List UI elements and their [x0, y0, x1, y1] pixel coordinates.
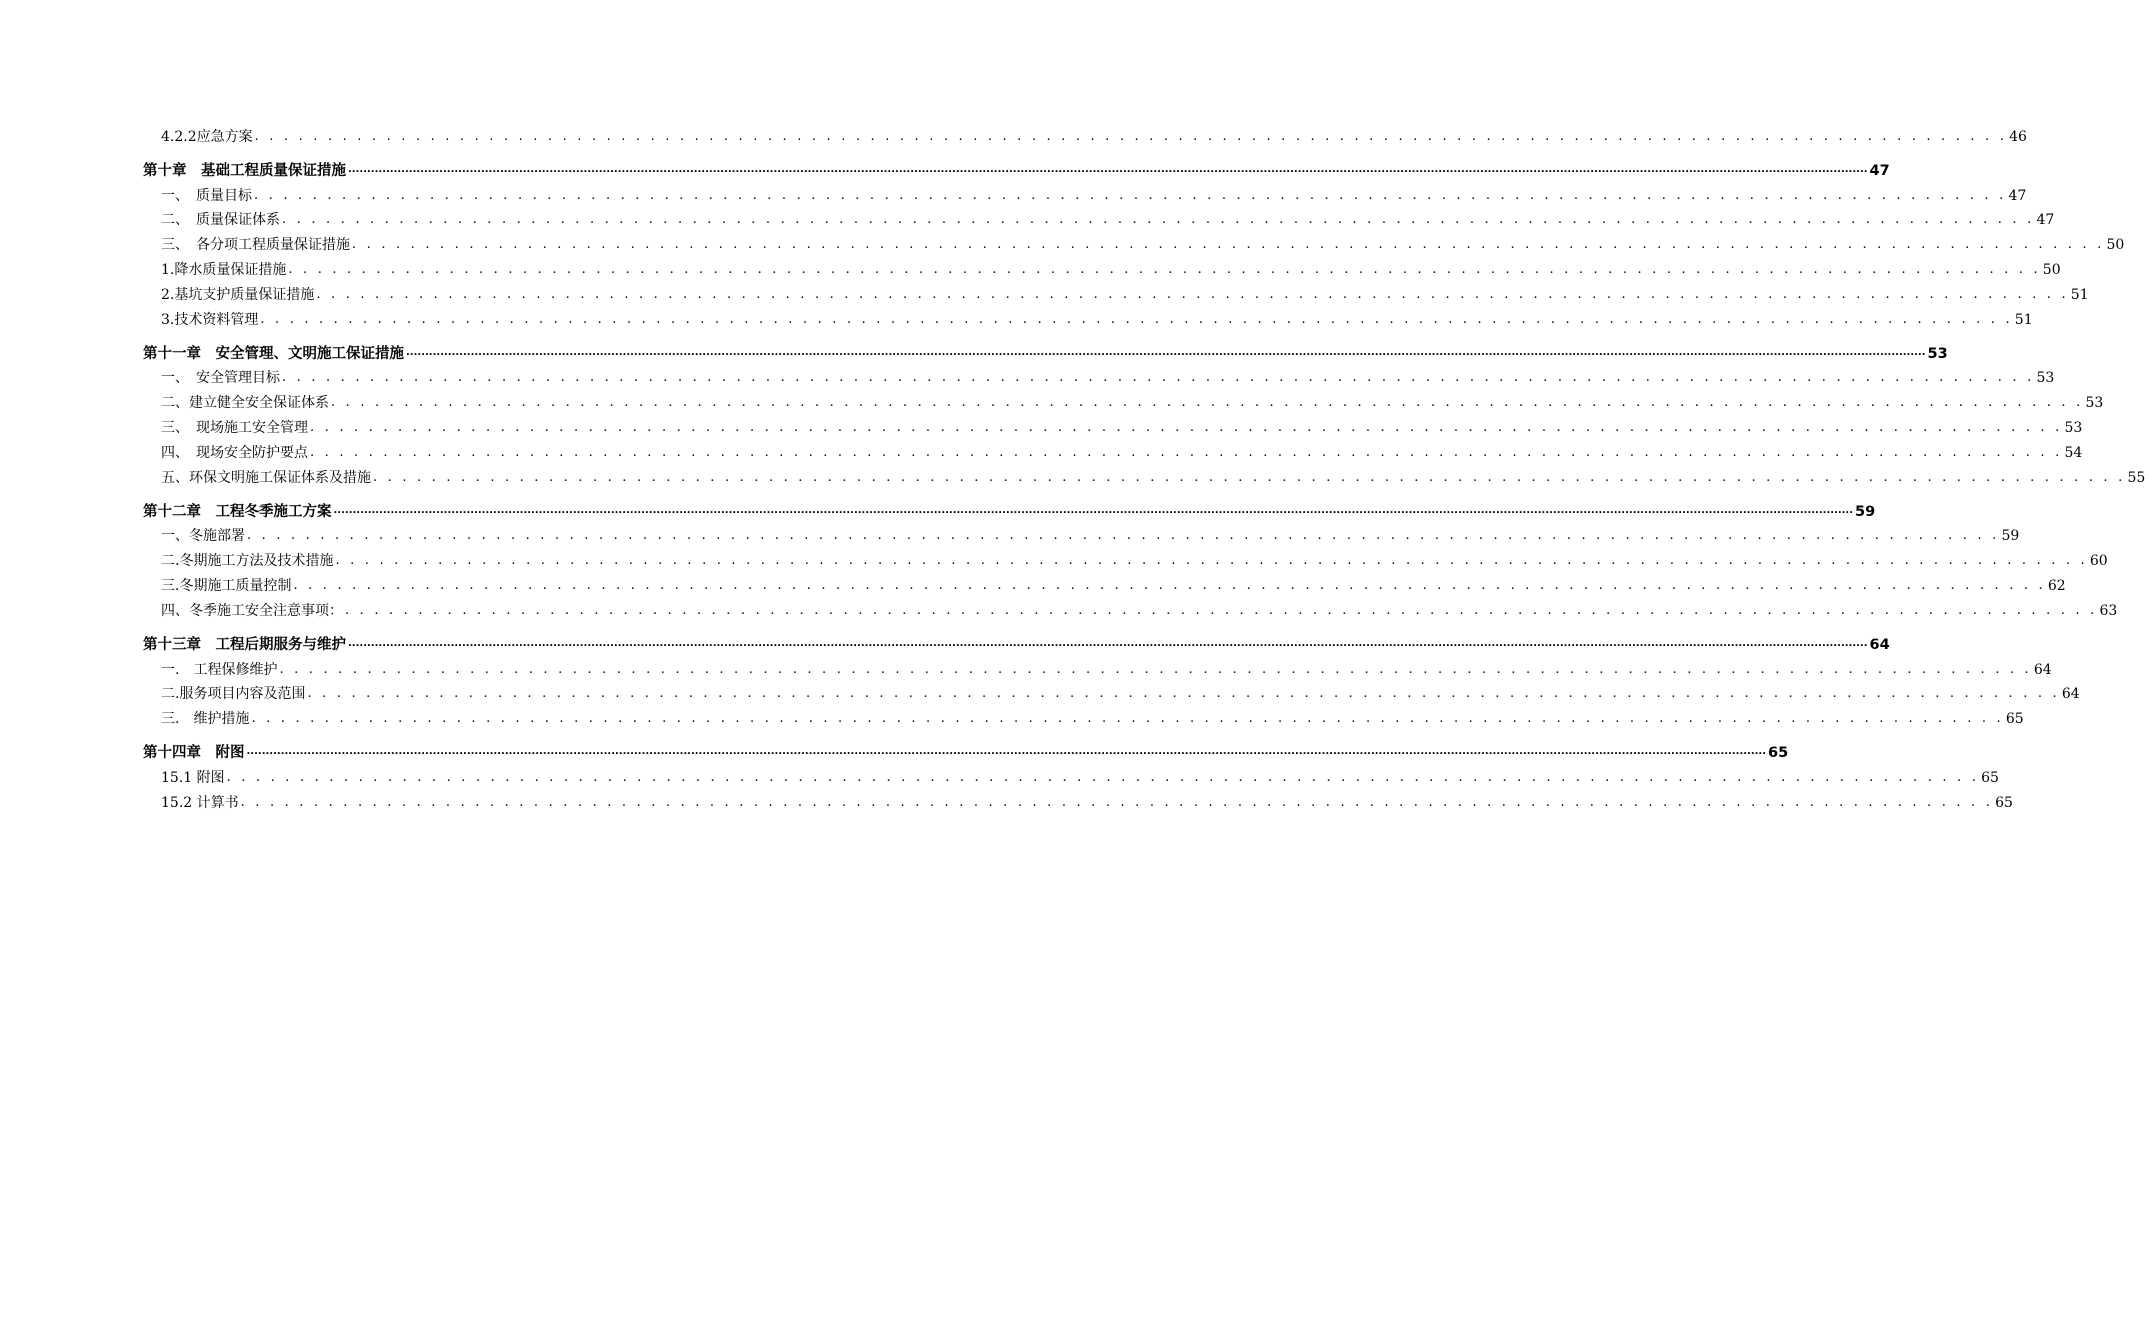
toc-section-entry[interactable] — [143, 387, 2104, 412]
toc-page-number: 59 — [1855, 503, 1876, 520]
toc-section-entry[interactable] — [143, 180, 2027, 205]
toc-dot-leader: ................................................................................................................................................................................................................................................................................................................................................................................................................ — [246, 746, 1767, 758]
toc-dot-leader: . . . . . . . . . . . . . . . . . . . . . . . . . . . . . . . . . . . . . . . . . . . . . . . . . . . . . . . . . . . . . . . . . . . . . . . . . . . . . . . . . . . . . . . . . . . . . . . . . . . . . . . . . . . . . . . . . . . . . . . . — [352, 237, 2105, 253]
toc-entry-title: 三. 维护措施 — [161, 711, 250, 728]
toc-entry-title: 四、 现场安全防护要点 — [161, 444, 308, 461]
toc-section-entry[interactable] — [143, 304, 2033, 329]
toc-page-number: 65 — [2005, 711, 2024, 728]
toc-dot-leader: ................................................................................................................................................................................................................................................................................................................................................................................................................ — [333, 504, 1854, 516]
toc-chapter-entry[interactable] — [143, 487, 1876, 521]
toc-page-number: 64 — [2033, 661, 2052, 678]
toc-dot-leader: . . . . . . . . . . . . . . . . . . . . . . . . . . . . . . . . . . . . . . . . . . . . . . . . . . . . . . . . . . . . . . . . . . . . . . . . . . . . . . . . . . . . . . . . . . . . . . . . . . . . . . . . . . . . . . . . . . . . . . . . — [282, 212, 2035, 228]
toc-page-number: 60 — [2089, 553, 2108, 570]
toc-entry-title: 第十章 基础工程质量保证措施 — [143, 162, 346, 179]
toc-section-entry[interactable] — [143, 363, 2055, 388]
toc-entry-title: 3.技术资料管理 — [161, 311, 259, 328]
toc-entry-title: 4.2.2应急方案 — [161, 128, 253, 145]
toc-dot-leader: ................................................................................................................................................................................................................................................................................................................................................................................................................ — [406, 346, 1926, 358]
toc-dot-leader: . . . . . . . . . . . . . . . . . . . . . . . . . . . . . . . . . . . . . . . . . . . . . . . . . . . . . . . . . . . . . . . . . . . . . . . . . . . . . . . . . . . . . . . . . . . . . . . . . . . . . . . . . . . . . . . . . . . . . . . . — [247, 528, 2000, 544]
toc-entry-title: 二、建立健全安全保证体系 — [161, 395, 329, 412]
toc-page-number: 64 — [2061, 686, 2080, 703]
toc-page-number: 53 — [2036, 370, 2055, 387]
toc-section-entry[interactable] — [143, 229, 2125, 254]
toc-entry-title: 第十二章 工程冬季施工方案 — [143, 503, 332, 520]
toc-entry-title: 1.降水质量保证措施 — [161, 261, 287, 278]
toc-page-number: 47 — [2008, 187, 2027, 204]
toc-section-entry[interactable] — [143, 787, 2013, 812]
toc-dot-leader: . . . . . . . . . . . . . . . . . . . . . . . . . . . . . . . . . . . . . . . . . . . . . . . . . . . . . . . . . . . . . . . . . . . . . . . . . . . . . . . . . . . . . . . . . . . . . . . . . . . . . . . . . . . . . . . . . . . . . . . . — [251, 711, 2004, 727]
toc-page-number: 53 — [2085, 395, 2104, 412]
toc-entry-title: 三、 现场施工安全管理 — [161, 419, 308, 436]
toc-section-entry[interactable] — [143, 279, 2089, 304]
toc-dot-leader: . . . . . . . . . . . . . . . . . . . . . . . . . . . . . . . . . . . . . . . . . . . . . . . . . . . . . . . . . . . . . . . . . . . . . . . . . . . . . . . . . . . . . . . . . . . . . . . . . . . . . . . . . . . . . . . . . . . . . . . . — [282, 370, 2035, 386]
toc-entry-title: 三、 各分项工程质量保证措施 — [161, 237, 350, 254]
toc-section-entry[interactable] — [143, 545, 2108, 570]
toc-section-entry[interactable] — [143, 437, 2083, 462]
toc-entry-title: 四、冬季施工安全注意事项： — [161, 602, 343, 619]
toc-entry-title: 第十三章 工程后期服务与维护 — [143, 636, 346, 653]
toc-page-number: 54 — [2064, 444, 2083, 461]
toc-page-number: 53 — [1927, 345, 1948, 362]
toc-page-number: 53 — [2064, 419, 2083, 436]
toc-page-number: 51 — [2014, 311, 2033, 328]
toc-section-entry[interactable] — [143, 595, 2118, 620]
toc-entry-title: 二.服务项目内容及范围 — [161, 686, 306, 703]
toc-dot-leader: . . . . . . . . . . . . . . . . . . . . . . . . . . . . . . . . . . . . . . . . . . . . . . . . . . . . . . . . . . . . . . . . . . . . . . . . . . . . . . . . . . . . . . . . . . . . . . . . . . . . . . . . . . . . . . . . . . . . . . . . — [226, 769, 1980, 785]
toc-section-entry[interactable] — [143, 254, 2061, 279]
toc-section-entry[interactable] — [143, 679, 2080, 704]
toc-chapter-entry[interactable] — [143, 620, 1890, 654]
toc-section-entry[interactable] — [143, 703, 2024, 728]
toc-section-entry[interactable] — [143, 521, 2020, 546]
toc-entry-title: 二、 质量保证体系 — [161, 212, 280, 229]
toc-entry-title: 二.冬期施工方法及技术措施 — [161, 553, 334, 570]
toc-dot-leader: . . . . . . . . . . . . . . . . . . . . . . . . . . . . . . . . . . . . . . . . . . . . . . . . . . . . . . . . . . . . . . . . . . . . . . . . . . . . . . . . . . . . . . . . . . . . . . . . . . . . . . . . . . . . . . . . . . . . . . . . — [307, 686, 2060, 702]
toc-dot-leader: . . . . . . . . . . . . . . . . . . . . . . . . . . . . . . . . . . . . . . . . . . . . . . . . . . . . . . . . . . . . . . . . . . . . . . . . . . . . . . . . . . . . . . . . . . . . . . . . . . . . . . . . . . . . . . . . . . . . . . . . — [310, 444, 2063, 460]
toc-dot-leader: . . . . . . . . . . . . . . . . . . . . . . . . . . . . . . . . . . . . . . . . . . . . . . . . . . . . . . . . . . . . . . . . . . . . . . . . . . . . . . . . . . . . . . . . . . . . . . . . . . . . . . . . . . . . . . . . . . . . . . . . — [260, 311, 2013, 327]
toc-page-number: 50 — [2106, 237, 2125, 254]
toc-page-number: 46 — [2009, 128, 2027, 145]
toc-dot-leader: . . . . . . . . . . . . . . . . . . . . . . . . . . . . . . . . . . . . . . . . . . . . . . . . . . . . . . . . . . . . . . . . . . . . . . . . . . . . . . . . . . . . . . . . . . . . . . . . . . . . . . . . . . . . . . . . . . . . . . . . — [279, 661, 2032, 677]
toc-page-number: 65 — [1981, 769, 1999, 786]
toc-section-entry[interactable] — [143, 205, 2055, 230]
toc-page-number: 47 — [2036, 212, 2055, 229]
toc-chapter-entry[interactable] — [143, 146, 1890, 180]
toc-dot-leader: ................................................................................................................................................................................................................................................................................................................................................................................................................ — [348, 163, 1868, 175]
toc-dot-leader: . . . . . . . . . . . . . . . . . . . . . . . . . . . . . . . . . . . . . . . . . . . . . . . . . . . . . . . . . . . . . . . . . . . . . . . . . . . . . . . . . . . . . . . . . . . . . . . . . . . . . . . . . . . . . . . . . . . . . . . . — [288, 261, 2041, 277]
toc-dot-leader: . . . . . . . . . . . . . . . . . . . . . . . . . . . . . . . . . . . . . . . . . . . . . . . . . . . . . . . . . . . . . . . . . . . . . . . . . . . . . . . . . . . . . . . . . . . . . . . . . . . . . . . . . . . . . . . . . . . . . . . . — [310, 419, 2063, 435]
toc-dot-leader: . . . . . . . . . . . . . . . . . . . . . . . . . . . . . . . . . . . . . . . . . . . . . . . . . . . . . . . . . . . . . . . . . . . . . . . . . . . . . . . . . . . . . . . . . . . . . . . . . . . . . . . . . . . . . . . . . . . . . . . . — [345, 602, 2098, 618]
toc-dot-leader: . . . . . . . . . . . . . . . . . . . . . . . . . . . . . . . . . . . . . . . . . . . . . . . . . . . . . . . . . . . . . . . . . . . . . . . . . . . . . . . . . . . . . . . . . . . . . . . . . . . . . . . . . . . . . . . . . . . . . . . . — [254, 128, 2008, 144]
toc-entry-title: 一. 工程保修维护 — [161, 661, 278, 678]
toc-chapter-entry[interactable] — [143, 728, 1789, 762]
toc-dot-leader: . . . . . . . . . . . . . . . . . . . . . . . . . . . . . . . . . . . . . . . . . . . . . . . . . . . . . . . . . . . . . . . . . . . . . . . . . . . . . . . . . . . . . . . . . . . . . . . . . . . . . . . . . . . . . . . . . . . . . . . . — [254, 187, 2007, 203]
toc-page-number: 64 — [1869, 636, 1890, 653]
toc-section-entry[interactable] — [143, 412, 2083, 437]
toc-entry-title: 15.2 计算书 — [161, 794, 239, 811]
toc-dot-leader: . . . . . . . . . . . . . . . . . . . . . . . . . . . . . . . . . . . . . . . . . . . . . . . . . . . . . . . . . . . . . . . . . . . . . . . . . . . . . . . . . . . . . . . . . . . . . . . . . . . . . . . . . . . . . . . . . . . . . . . . — [293, 577, 2046, 593]
toc-dot-leader: . . . . . . . . . . . . . . . . . . . . . . . . . . . . . . . . . . . . . . . . . . . . . . . . . . . . . . . . . . . . . . . . . . . . . . . . . . . . . . . . . . . . . . . . . . . . . . . . . . . . . . . . . . . . . . . . . . . . . . . . — [331, 395, 2084, 411]
toc-page-number: 50 — [2042, 261, 2061, 278]
toc-section-entry[interactable] — [143, 654, 2052, 679]
toc-entry-title: 五、环保文明施工保证体系及措施 — [161, 469, 371, 486]
toc-chapter-entry[interactable] — [143, 329, 1948, 363]
toc-page-number: 55 — [2127, 469, 2145, 486]
toc-page-number: 65 — [1995, 794, 2013, 811]
toc-section-entry[interactable] — [143, 762, 1999, 787]
toc-entry-title: 一、 安全管理目标 — [161, 370, 280, 387]
toc-entry-title: 15.1 附图 — [161, 769, 225, 786]
toc-section-entry[interactable] — [143, 462, 2145, 487]
toc-dot-leader: . . . . . . . . . . . . . . . . . . . . . . . . . . . . . . . . . . . . . . . . . . . . . . . . . . . . . . . . . . . . . . . . . . . . . . . . . . . . . . . . . . . . . . . . . . . . . . . . . . . . . . . . . . . . . . . . . . . . . . . . — [240, 794, 1994, 810]
toc-dot-leader: . . . . . . . . . . . . . . . . . . . . . . . . . . . . . . . . . . . . . . . . . . . . . . . . . . . . . . . . . . . . . . . . . . . . . . . . . . . . . . . . . . . . . . . . . . . . . . . . . . . . . . . . . . . . . . . . . . . . . . . . — [373, 469, 2126, 485]
toc-entry-title: 三.冬期施工质量控制 — [161, 577, 292, 594]
toc-section-entry[interactable] — [143, 570, 2066, 595]
table-of-contents — [143, 121, 2145, 812]
toc-entry-title: 2.基坑支护质量保证措施 — [161, 286, 315, 303]
toc-page-number: 62 — [2047, 577, 2066, 594]
toc-page-number: 51 — [2070, 286, 2089, 303]
toc-entry-title: 第十一章 安全管理、文明施工保证措施 — [143, 345, 404, 362]
toc-entry-title: 第十四章 附图 — [143, 745, 245, 762]
toc-entry-title: 一、冬施部署 — [161, 528, 245, 545]
toc-page-number: 59 — [2001, 528, 2020, 545]
toc-page-number: 63 — [2099, 602, 2118, 619]
toc-entry-title: 一、 质量目标 — [161, 187, 252, 204]
toc-page-number: 47 — [1869, 162, 1890, 179]
toc-section-entry[interactable] — [143, 121, 2027, 146]
toc-dot-leader: ................................................................................................................................................................................................................................................................................................................................................................................................................ — [348, 637, 1868, 649]
toc-page-number: 65 — [1768, 745, 1789, 762]
toc-dot-leader: . . . . . . . . . . . . . . . . . . . . . . . . . . . . . . . . . . . . . . . . . . . . . . . . . . . . . . . . . . . . . . . . . . . . . . . . . . . . . . . . . . . . . . . . . . . . . . . . . . . . . . . . . . . . . . . . . . . . . . . . — [335, 553, 2088, 569]
toc-dot-leader: . . . . . . . . . . . . . . . . . . . . . . . . . . . . . . . . . . . . . . . . . . . . . . . . . . . . . . . . . . . . . . . . . . . . . . . . . . . . . . . . . . . . . . . . . . . . . . . . . . . . . . . . . . . . . . . . . . . . . . . . — [316, 286, 2069, 302]
